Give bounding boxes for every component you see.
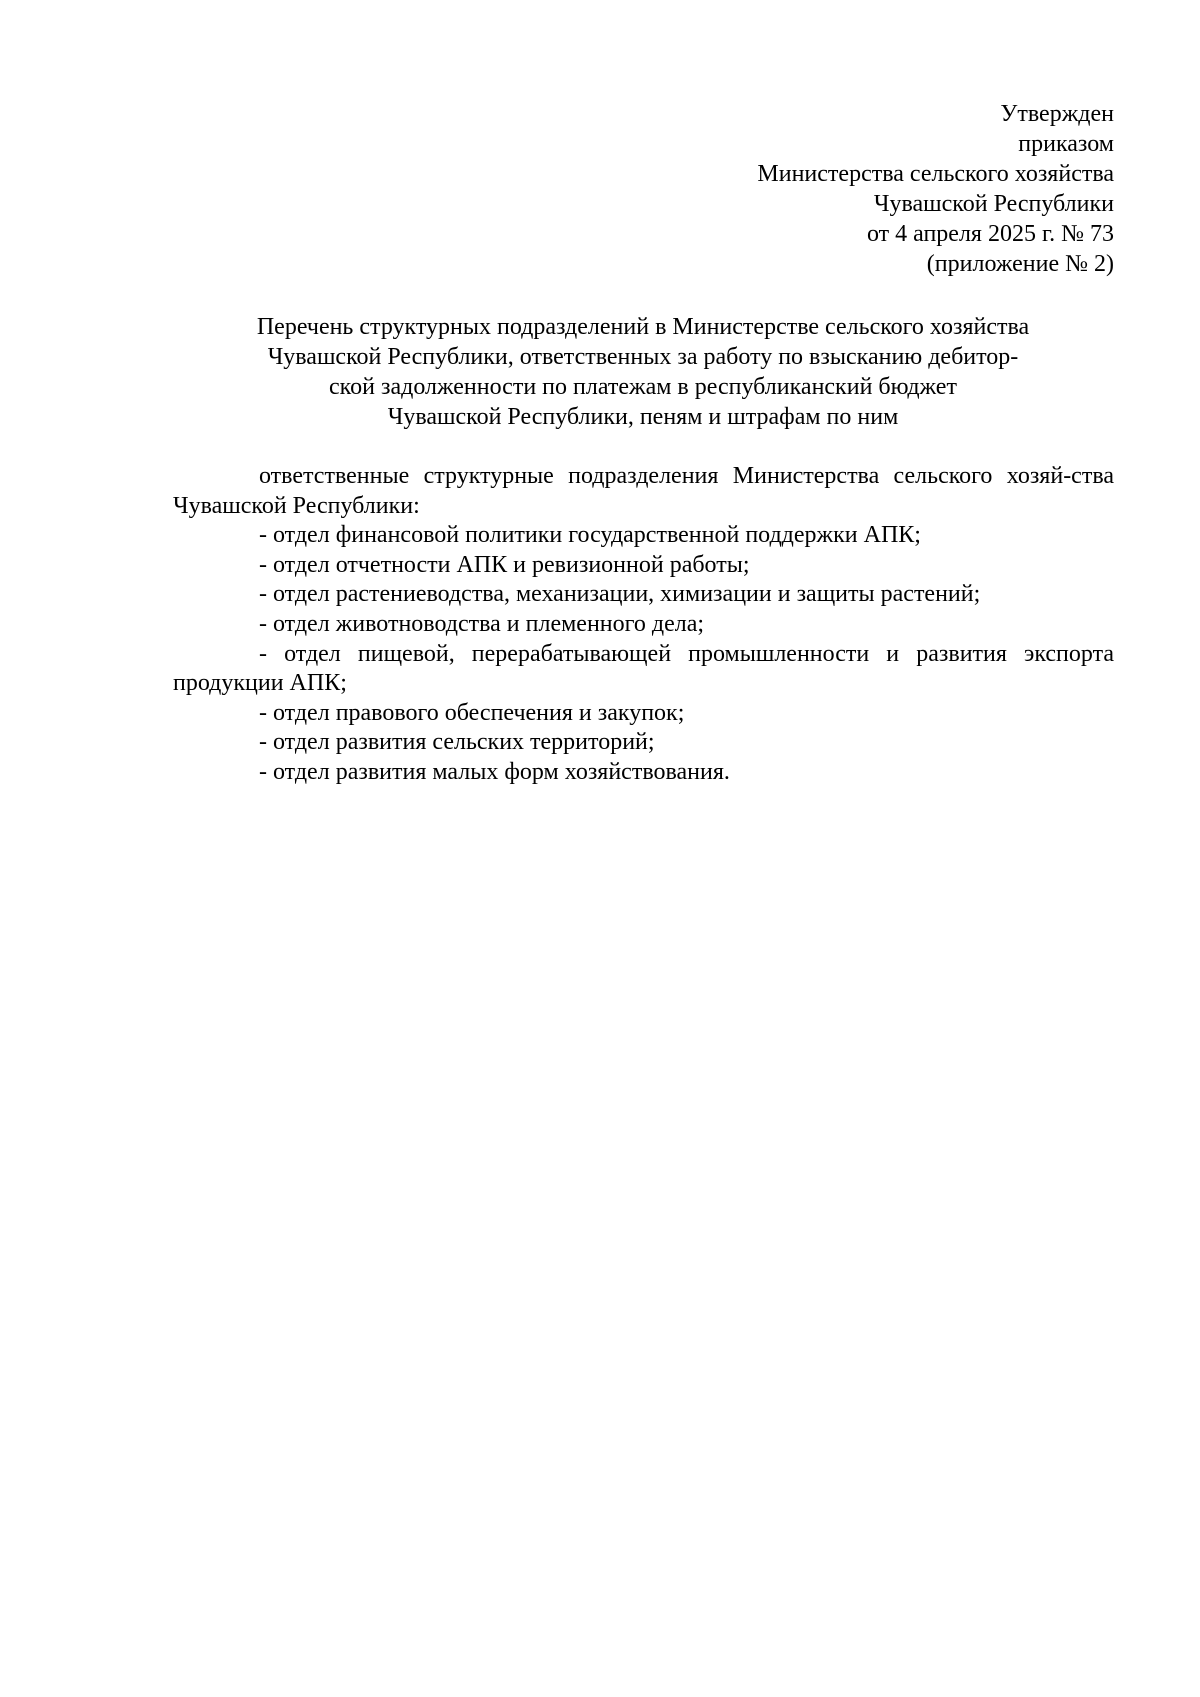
title-line: Чувашской Республики, ответственных за работу по взысканию дебитор- (267, 344, 1019, 370)
document-body (173, 462, 1114, 788)
approval-line: от 4 апреля 2025 г. № 73 (866, 221, 1114, 247)
approval-line: приказом (1018, 131, 1114, 157)
list-item: - отдел животноводства и племенного дела; (259, 610, 705, 637)
approval-line: (приложение № 2) (926, 251, 1114, 277)
list-item: - отдел отчетности АПК и ревизионной работы; (259, 551, 750, 578)
title-line: ской задолженности по платежам в республиканский бюджет (329, 374, 957, 400)
list-item: - отдел развития сельских территорий; (259, 729, 655, 756)
title-line: Чувашской Республики, пеням и штрафам по ним (387, 404, 899, 430)
list-item: - отдел пищевой, перерабатывающей промышленности и развития экспорта продукции АПК; (173, 640, 1114, 697)
list-item: - отдел финансовой политики государственной поддержки АПК; (259, 522, 921, 549)
approval-block (757, 99, 1114, 279)
list-item: - отдел правового обеспечения и закупок; (259, 699, 685, 726)
approval-line: Чувашской Республики (873, 191, 1114, 217)
approval-line: Министерства сельского хозяйства (757, 161, 1114, 187)
title-line: Перечень структурных подразделений в Министерстве сельского хозяйства (256, 314, 1030, 340)
approval-line: Утвержден (1000, 101, 1114, 127)
document-title (173, 312, 1113, 432)
list-item: - отдел растениеводства, механизации, химизации и защиты растений; (259, 581, 981, 608)
list-item: - отдел развития малых форм хозяйствования. (259, 758, 730, 785)
intro-paragraph: ответственные структурные подразделения Министерства сельского хозяй-ства Чувашской Республики: (173, 463, 1114, 519)
